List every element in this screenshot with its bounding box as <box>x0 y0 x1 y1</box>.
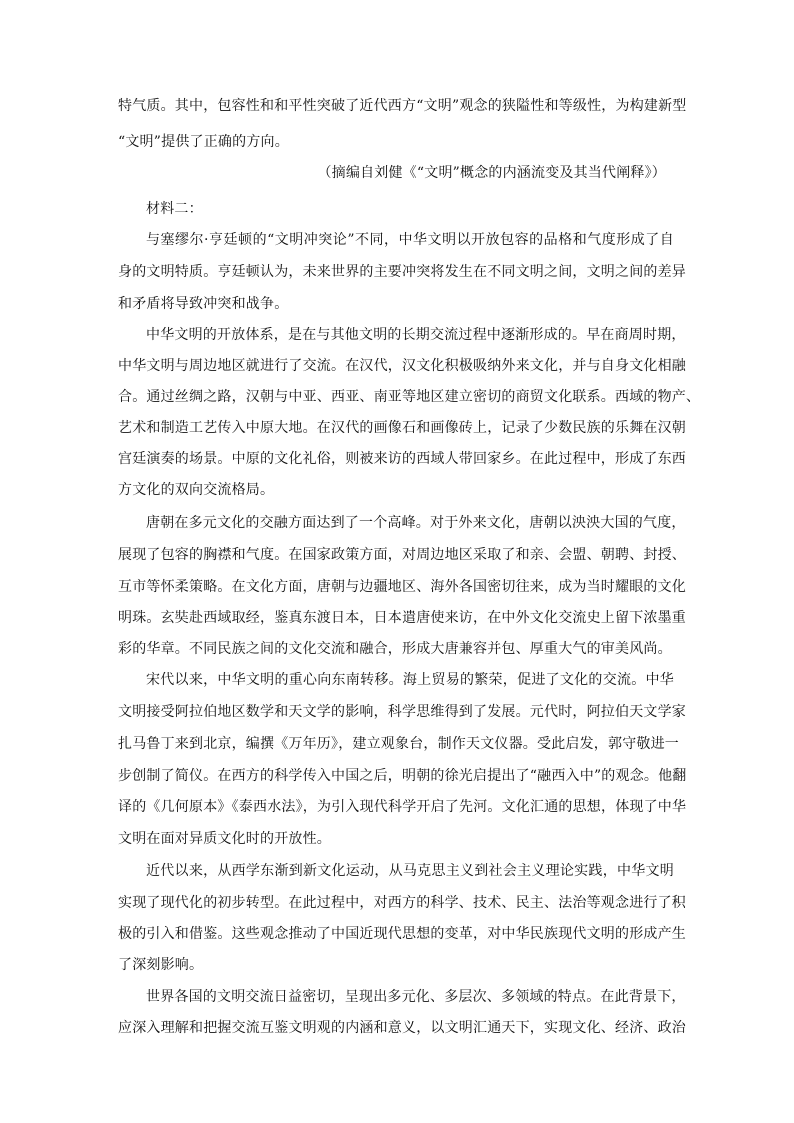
paragraph-1-line-2: 身的文明特质。亨廷顿认为，未来世界的主要冲突将发生在不同文明之间，文明之间的差异 <box>118 264 686 280</box>
paragraph-1-line-3: 和矛盾将导致冲突和战争。 <box>118 296 289 312</box>
paragraph-5-line-4: 了深刻影响。 <box>118 957 204 973</box>
paragraph-2-line-3: 合。通过丝绸之路，汉朝与中亚、西亚、南亚等地区建立密切的商贸文化联系。西域的物产、 <box>118 389 701 405</box>
paragraph-3-line-4: 明珠。玄奘赴西域取经，鉴真东渡日本，日本遣唐使来访，在中外文化交流史上留下浓墨重 <box>118 610 686 626</box>
material-label: 材料二： <box>146 201 203 217</box>
paragraph-4-line-1: 宋代以来，中华文明的重心向东南转移。海上贸易的繁荣，促进了文化的交流。中华 <box>146 672 674 688</box>
paragraph-4-line-2: 文明接受阿拉伯地区数学和天文学的影响，科学思维得到了发展。元代时，阿拉伯天文学家 <box>118 704 686 720</box>
paragraph-3-line-5: 彩的华章。不同民族之间的文化交流和融合，形成大唐兼容并包、厚重大气的审美风尚。 <box>118 641 672 657</box>
paragraph-2-line-5: 宫廷演奏的场景。中原的文化礼俗，则被来访的西域人带回家乡。在此过程中，形成了东西 <box>118 451 686 467</box>
paragraph-2-line-2: 中华文明与周边地区就进行了交流。在汉代，汉文化积极吸纳外来文化，并与自身文化相融 <box>118 358 686 374</box>
paragraph-3-line-3: 互市等怀柔策略。在文化方面，唐朝与边疆地区、海外各国密切往来，成为当时耀眼的文化 <box>118 579 686 595</box>
paragraph-5-line-2: 实现了现代化的初步转型。在此过程中，对西方的科学、技术、民主、法治等观念进行了积 <box>118 895 686 911</box>
paragraph-2-line-6: 方文化的双向交流格局。 <box>118 482 275 498</box>
paragraph-4-line-6: 文明在面对异质文化时的开放性。 <box>118 831 331 847</box>
paragraph-4-line-3: 扎马鲁丁来到北京，编撰《万年历》，建立观象台，制作天文仪器。受此启发，郭守敬进一 <box>118 736 679 752</box>
paragraph-3-line-2: 展现了包容的胸襟和气度。在国家政策方面，对周边地区采取了和亲、会盟、朝聘、封授、 <box>118 547 686 563</box>
paragraph-2-line-1: 中华文明的开放体系，是在与其他文明的长期交流过程中逐渐形成的。早在商周时期， <box>146 327 686 343</box>
paragraph-5-line-3: 极的引入和借鉴。这些观念推动了中国近现代思想的变革，对中华民族现代文明的形成产生 <box>118 926 686 942</box>
intro-line-2: “文明”提供了正确的方向。 <box>118 134 289 150</box>
citation: （摘编自刘健《“文明”概念的内涵流变及其当代阐释》） <box>317 165 666 181</box>
paragraph-6-line-1: 世界各国的文明交流日益密切，呈现出多元化、多层次、多领域的特点。在此背景下， <box>146 989 686 1005</box>
paragraph-5-line-1: 近代以来，从西学东渐到新文化运动，从马克思主义到社会主义理论实践，中华文明 <box>146 863 674 879</box>
paragraph-4-line-5: 译的《几何原本》《泰西水法》，为引入现代科学开启了先河。文化汇通的思想，体现了中华 <box>118 799 687 815</box>
paragraph-3-line-1: 唐朝在多元文化的交融方面达到了一个高峰。对于外来文化，唐朝以泱泱大国的气度， <box>146 515 686 531</box>
paragraph-4-line-4: 步创制了简仪。在西方的科学传入中国之后，明朝的徐光启提出了“融西入中”的观念。他翻 <box>118 768 687 784</box>
paragraph-2-line-4: 艺术和制造工艺传入中原大地。在汉代的画像石和画像砖上，记录了少数民族的乐舞在汉朝 <box>118 420 686 436</box>
intro-line-1: 特气质。其中，包容性和和平性突破了近代西方“文明”观念的狭隘性和等级性，为构建新型 <box>118 98 687 114</box>
paragraph-1-line-1: 与塞缪尔·亨廷顿的“文明冲突论”不同，中华文明以开放包容的品格和气度形成了自 <box>146 232 674 248</box>
paragraph-6-line-2: 应深入理解和把握交流互鉴文明观的内涵和意义，以文明汇通天下，实现文化、经济、政治 <box>118 1020 686 1036</box>
